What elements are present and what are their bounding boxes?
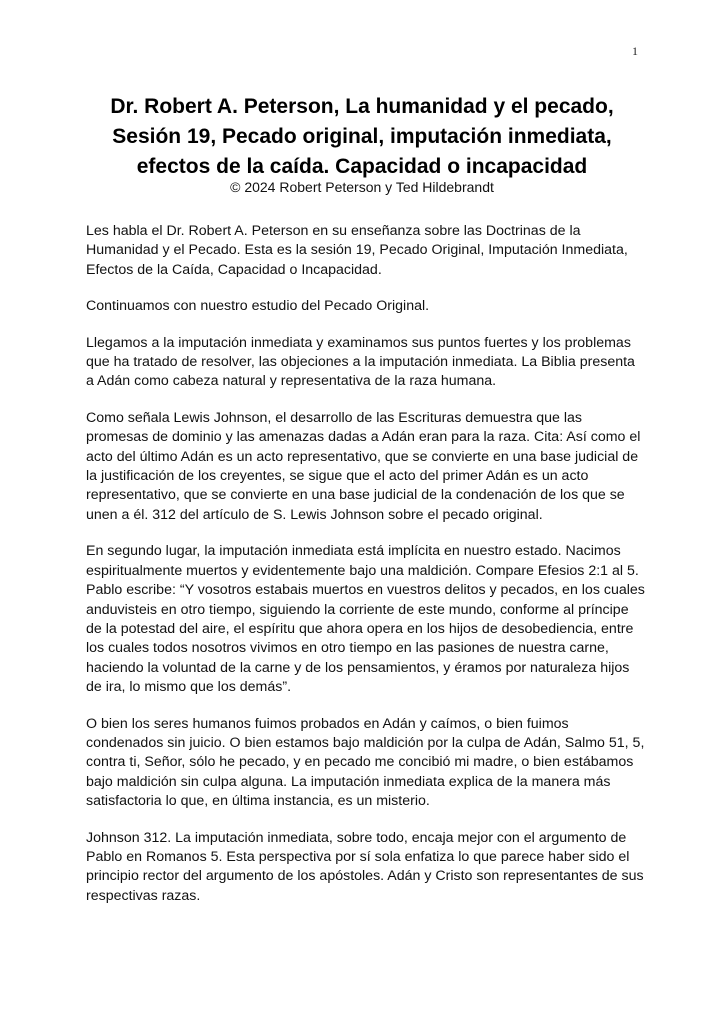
paragraph: Llegamos a la imputación inmediata y examinamos sus puntos fuertes y los problemas que ha tratado de resolver, las objeciones a la imputación inmediata. La Biblia presenta a Adán como cabeza natural y representativa de la raza humana. [86, 334, 635, 390]
paragraph: Johnson 312. La imputación inmediata, sobre todo, encaja mejor con el argumento de Pablo en Romanos 5. Esta perspectiva por sí sola enfatiza lo que parece haber sido el principio rector del argumento de los apóstoles. Adán y Cristo son representantes de sus respectivas razas. [86, 829, 644, 904]
paragraph: Les habla el Dr. Robert A. Peterson en su enseñanza sobre las Doctrinas de la Humanidad y el Pecado. Esta es la sesión 19, Pecado Original, Imputación Inmediata, Efectos de la Caída, Capacidad o Incapacidad. [86, 223, 628, 278]
title-line: efectos de la caída. Capacidad o incapacidad [136, 155, 588, 178]
paragraph: Continuamos con nuestro estudio del Pecado Original. [86, 298, 430, 315]
title-line: Sesión 19, Pecado original, imputación inmediata, [112, 125, 612, 148]
copyright-notice: © 2024 Robert Peterson y Ted Hildebrandt [230, 179, 494, 195]
page-number: 1 [632, 44, 638, 58]
document-title [60, 92, 664, 182]
paragraph: En segundo lugar, la imputación inmediata está implícita en nuestro estado. Nacimos espiritualmente muertos y evidentemente bajo una maldición. Compare Efesios 2:1 al 5. Pablo escribe: “Y vosotros estabais muertos en vuestros delitos y pecados, en los cuales anduvisteis en otro tiempo, siguiendo la corriente de este mundo, conforme al príncipe de la potestad del aire, el espíritu que ahora opera en los hijos de desobediencia, entre los cuales todos nosotros vivimos en otro tiempo en las pasiones de nuestra carne, haciendo la voluntad de la carne y de los pensamientos, y éramos por naturaleza hijos de ira, lo mismo que los demás”. [86, 543, 645, 696]
title-line: Dr. Robert A. Peterson, La humanidad y el pecado, [110, 95, 614, 118]
paragraph: Como señala Lewis Johnson, el desarrollo de las Escrituras demuestra que las promesas de dominio y las amenazas dadas a Adán eran para la raza. Cita: Así como el acto del último Adán es un acto representativo, que se convierte en una base judicial de la justificación de los creyentes, se sigue que el acto del primer Adán es un acto representativo, que se convierte en una base judicial de la condenación de los que se unen a él. 312 del artículo de S. Lewis Johnson sobre el pecado original. [86, 409, 641, 523]
document-body [86, 222, 646, 923]
paragraph: O bien los seres humanos fuimos probados en Adán y caímos, o bien fuimos condenados sin juicio. O bien estamos bajo maldición por la culpa de Adán, Salmo 51, 5, contra ti, Señor, sólo he pecado, y en pecado me concibió mi madre, o bien estábamos bajo maldición sin culpa alguna. La imputación inmediata explica de la manera más satisfactoria lo que, en última instancia, es un misterio. [86, 715, 645, 810]
